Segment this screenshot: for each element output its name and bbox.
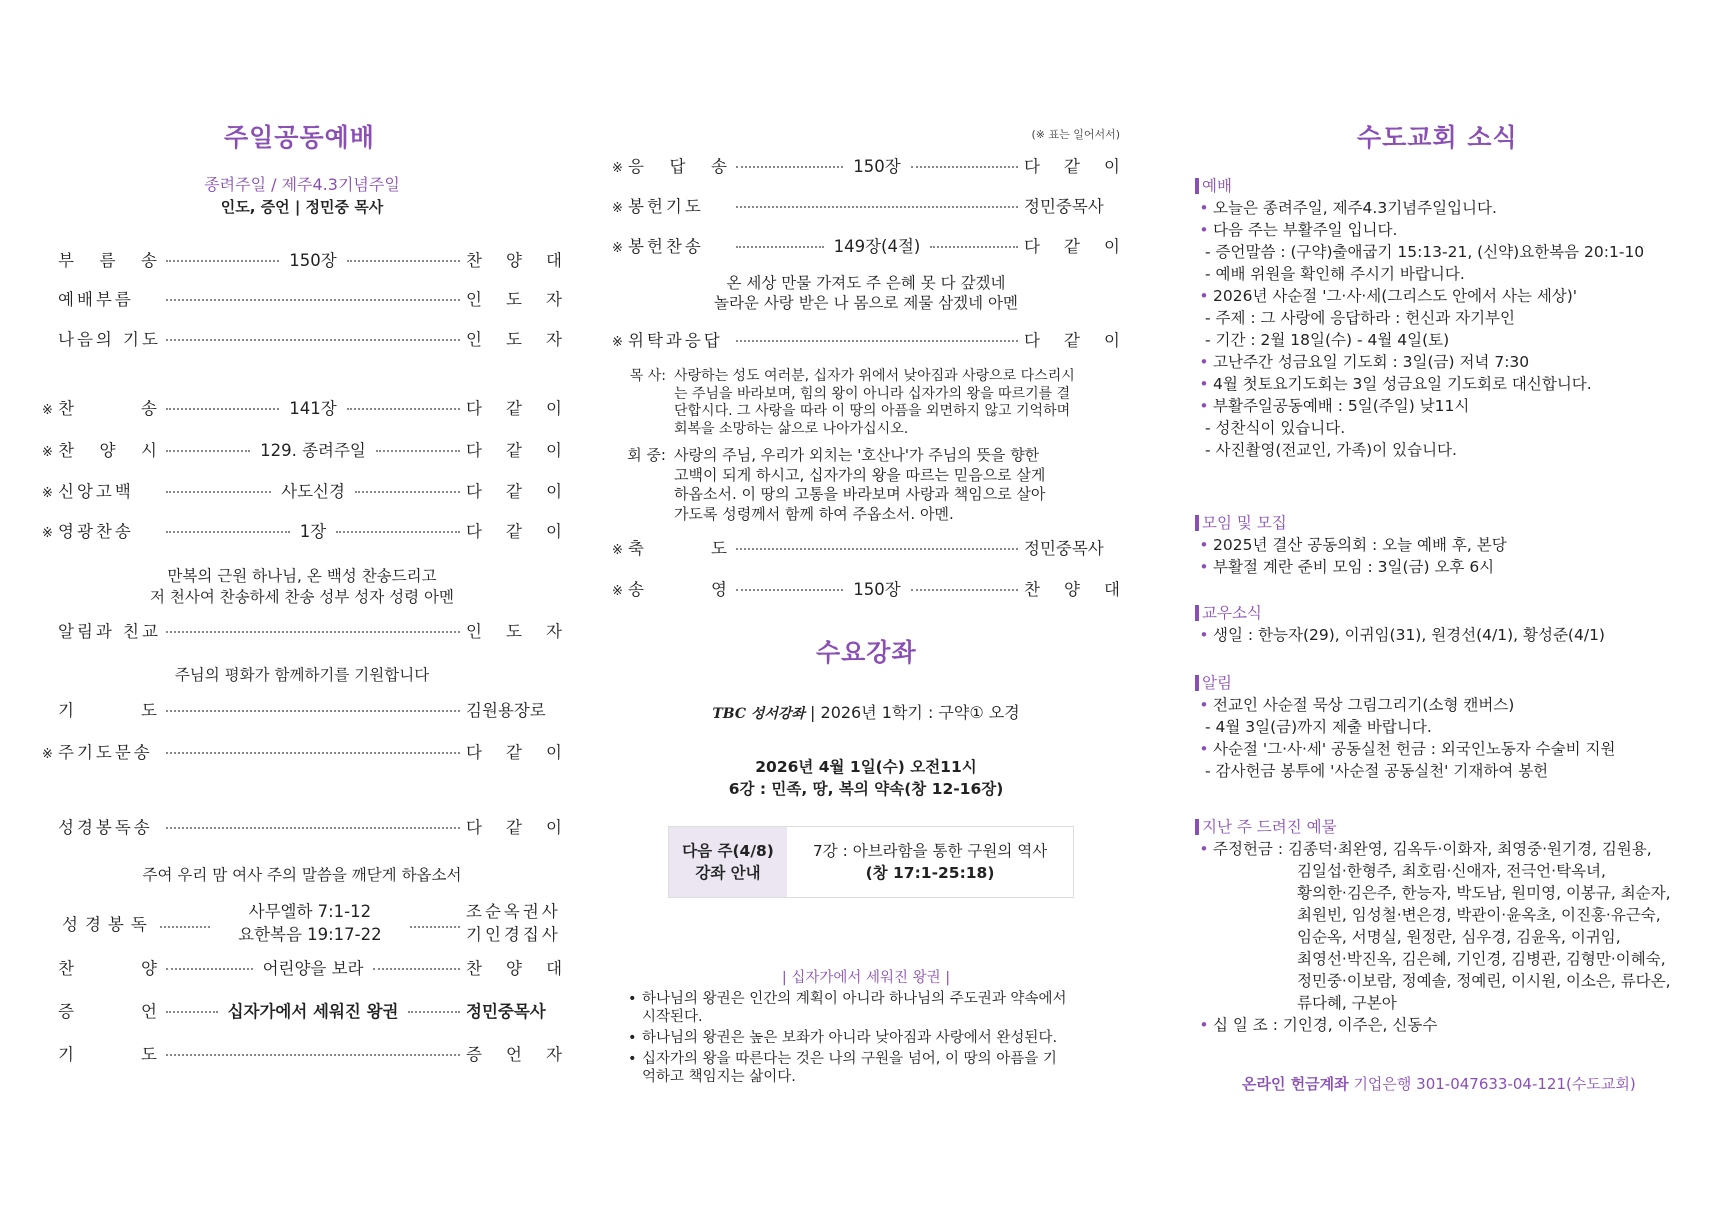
word-line: 주여 우리 맘 여사 주의 말씀을 깨닫게 하옵소서 bbox=[142, 866, 462, 884]
news-item bbox=[1195, 534, 1507, 556]
bullet-icon: • bbox=[1199, 740, 1209, 758]
next-lecture-text-2: (창 17:1-25:18) bbox=[865, 864, 995, 882]
news-item bbox=[1195, 1014, 1671, 1036]
news-item-text: 십 일 조 : 기인경, 이주은, 신동수 bbox=[1213, 1016, 1438, 1034]
bullet-icon: • bbox=[1199, 287, 1209, 305]
news-section-heading bbox=[1195, 816, 1671, 838]
leader-dots bbox=[736, 548, 1018, 550]
donor-line: 최영선·박진옥, 김은혜, 기인경, 김병관, 김형만·이혜숙, bbox=[1297, 950, 1666, 968]
congregation-line: 고백이 되게 하시고, 십자가의 왕을 따르는 믿음으로 살게 bbox=[674, 465, 1046, 484]
pastor-label: 목 사: bbox=[629, 368, 666, 384]
news-section bbox=[1195, 602, 1605, 646]
news-item-text: 생일 : 한능자(29), 이귀임(31), 원경선(4/1), 황성준(4/1) bbox=[1213, 626, 1605, 644]
order-item-person: 다 같 이 bbox=[1024, 157, 1120, 176]
section-bar-icon bbox=[1195, 515, 1199, 531]
order-item-label: 증 언 bbox=[58, 1002, 160, 1021]
news-item-text: 사순절 '그·사·세' 공동실천 헌금 : 외국인노동자 수술비 지원 bbox=[1213, 740, 1616, 758]
peace-line: 주님의 평화가 함께하기를 기원합니다 bbox=[174, 666, 430, 684]
order-item-label: 주기도문송 bbox=[58, 743, 153, 762]
news-item bbox=[1195, 395, 1644, 417]
standing-mark: ※ bbox=[612, 201, 623, 216]
leader-dots bbox=[347, 260, 460, 262]
news-item-text: 2025년 결산 공동의회 : 오늘 예배 후, 본당 bbox=[1213, 536, 1507, 554]
sermon-point-text: 시작된다. bbox=[642, 1009, 703, 1025]
news-section-heading bbox=[1195, 512, 1507, 534]
order-item-person: 다 같 이 bbox=[466, 482, 563, 501]
congregation-line: 하옵소서. 이 땅의 고통을 바라보며 사랑과 책임으로 살아 bbox=[674, 485, 1046, 503]
news-subitem: - 감사헌금 봉투에 '사순절 공동실천' 기재하여 봉헌 bbox=[1205, 762, 1549, 780]
news-subitem: - 주제 : 그 사랑에 응답하라 : 헌신과 자기부인 bbox=[1205, 309, 1515, 327]
order-item-label: 축 도 bbox=[628, 539, 730, 558]
order-item-label: 예배부름 bbox=[58, 290, 134, 309]
news-item-text: 부활절 계란 준비 모임 : 3일(금) 오후 6시 bbox=[1213, 558, 1495, 576]
sermon-point: • 하나님의 왕권은 인간의 계획이 아니라 하나님의 주도권과 약속에서 시작된다. bbox=[628, 991, 1067, 1025]
news-item-text: 2026년 사순절 '그·사·세(그리스도 안에서 사는 세상)' bbox=[1213, 287, 1578, 305]
leader-dots bbox=[911, 589, 1018, 591]
leader-dots bbox=[166, 531, 290, 533]
news-section bbox=[1195, 816, 1671, 1036]
order-item bbox=[42, 1002, 562, 1022]
leader-dots bbox=[166, 968, 253, 970]
account-label: 온라인 헌금계좌 bbox=[1242, 1075, 1349, 1093]
pastor-response bbox=[612, 368, 1120, 438]
news-item-text: 4월 첫토요기도회는 3일 성금요일 기도회로 대신합니다. bbox=[1213, 375, 1592, 393]
news-section-heading bbox=[1195, 672, 1615, 694]
order-item bbox=[42, 290, 562, 310]
news-subitem: - 성찬식이 있습니다. bbox=[1205, 419, 1346, 437]
news-item-text: 주정헌금 : 김종덕·최완영, 김옥두·이화자, 최영중·원기경, 김원용, bbox=[1213, 840, 1652, 858]
news-item bbox=[1195, 556, 1507, 578]
lecture-title: 수요강좌 bbox=[816, 638, 917, 667]
news-title: 수도교회 소식 bbox=[1357, 123, 1518, 152]
sermon-point-text: 하나님의 왕권은 높은 보좌가 아니라 낮아짐과 사랑에서 완성된다. bbox=[642, 1030, 1058, 1046]
order-item-label: 찬 양 bbox=[58, 959, 160, 978]
order-item-detail: 십자가에서 세워진 왕권 bbox=[227, 1002, 399, 1021]
order-item-label: 찬 양 시 bbox=[58, 441, 160, 460]
news-subitem: - 증언말씀 : (구약)출애굽기 15:13-21, (신약)요한복음 20:1-10 bbox=[1205, 243, 1645, 261]
donor-line: 정민중·이보람, 정예솔, 정예린, 이시원, 이소은, 류다온, bbox=[1297, 972, 1671, 990]
order-item-person: 다 같 이 bbox=[1024, 331, 1120, 350]
leader-dots bbox=[373, 968, 460, 970]
leader-dots bbox=[736, 589, 843, 591]
bullet-icon: • bbox=[1199, 558, 1209, 576]
order-item-label: 나음의 기도 bbox=[58, 330, 161, 349]
order-item bbox=[42, 482, 562, 504]
leader-dots bbox=[166, 710, 460, 712]
order-item bbox=[612, 157, 1120, 179]
order-item-person: 증 언 자 bbox=[466, 1045, 562, 1064]
bullet-icon: • bbox=[1199, 397, 1209, 415]
lecture-topic: 6강 : 민족, 땅, 복의 약속(창 12-16장) bbox=[728, 780, 1004, 798]
scripture-text-2: 요한복음 19:17-22 bbox=[238, 925, 382, 944]
news-subitem: - 4월 3일(금)까지 제출 바랍니다. bbox=[1205, 718, 1432, 736]
leader-dots bbox=[166, 1011, 218, 1013]
order-item-label: 기 도 bbox=[58, 1045, 160, 1064]
pastor-line: 는 주님을 바라보며, 힘의 왕이 아니라 십자가의 왕을 따르기를 결 bbox=[674, 385, 1071, 402]
next-lecture-label-1: 다음 주(4/8) bbox=[682, 842, 774, 860]
order-item bbox=[42, 1045, 562, 1065]
news-item bbox=[1195, 624, 1605, 646]
pastor-line: 회복을 소망하는 삶으로 나아가십시오. bbox=[674, 420, 909, 437]
scripture-reading-row bbox=[42, 900, 562, 946]
news-item bbox=[1195, 738, 1615, 760]
bullet-icon: • bbox=[1199, 536, 1209, 554]
donor-line: 류다혜, 구본아 bbox=[1297, 994, 1397, 1012]
news-item bbox=[1195, 838, 1671, 860]
section-bar-icon bbox=[1195, 675, 1199, 691]
leader-dots bbox=[166, 339, 460, 341]
news-item bbox=[1195, 694, 1615, 716]
order-item-person: 다 같 이 bbox=[1024, 237, 1120, 256]
order-item-label: 기 도 bbox=[58, 701, 160, 720]
standing-mark: ※ bbox=[612, 161, 623, 176]
news-section-title: 예배 bbox=[1202, 177, 1232, 195]
news-subitem: - 예배 위원을 확인해 주시기 바랍니다. bbox=[1205, 265, 1465, 283]
online-offering-account bbox=[1242, 1073, 1636, 1094]
standing-mark: ※ bbox=[42, 747, 53, 762]
standing-mark: ※ bbox=[42, 526, 53, 541]
order-item-person: 인 도 자 bbox=[466, 622, 562, 641]
worship-subtitle: 종려주일 / 제주4.3기념주일 bbox=[204, 175, 400, 194]
order-item bbox=[612, 539, 1120, 561]
scripture-reader-1: 조순옥권사 bbox=[466, 902, 561, 921]
leader-dots bbox=[166, 631, 460, 633]
order-item-label: 송 영 bbox=[628, 580, 730, 599]
news-section bbox=[1195, 512, 1507, 578]
order-item-detail: 150장 bbox=[853, 157, 901, 176]
news-item bbox=[1195, 219, 1644, 241]
section-bar-icon bbox=[1195, 819, 1199, 835]
order-item bbox=[42, 330, 562, 350]
sermon-points bbox=[628, 990, 1120, 1086]
order-item bbox=[42, 399, 562, 421]
account-value: 기업은행 301-047633-04-121(수도교회) bbox=[1353, 1075, 1636, 1093]
news-item-text: 고난주간 성금요일 기도회 : 3일(금) 저녁 7:30 bbox=[1213, 353, 1530, 371]
bullet-icon: • bbox=[1199, 199, 1209, 217]
sermon-point: • 하나님의 왕권은 높은 보좌가 아니라 낮아짐과 사랑에서 완성된다. bbox=[628, 1030, 1058, 1046]
order-item-label: 위탁과응답 bbox=[628, 331, 723, 350]
order-item-person: 다 같 이 bbox=[466, 441, 562, 460]
order-item bbox=[42, 701, 562, 721]
order-item-person: 다 같 이 bbox=[466, 399, 562, 418]
leader-dots bbox=[408, 1011, 460, 1013]
order-item-person: 인 도 자 bbox=[466, 290, 562, 309]
news-item bbox=[1195, 351, 1644, 373]
order-item-label: 영광찬송 bbox=[58, 522, 134, 541]
donor-line: 임순옥, 서명실, 원정란, 심우경, 김윤옥, 이귀임, bbox=[1297, 928, 1621, 946]
standing-mark: ※ bbox=[42, 403, 53, 418]
standing-note: (※ 표는 일어서서) bbox=[1031, 128, 1120, 141]
scripture-text-1: 사무엘하 7:1-12 bbox=[248, 902, 372, 921]
glory-line-2: 저 천사여 찬송하세 찬송 성부 성자 성령 아멘 bbox=[149, 588, 454, 606]
order-item-detail: 사도신경 bbox=[281, 482, 345, 501]
news-section-title: 교우소식 bbox=[1202, 604, 1262, 622]
congregation-line: 사랑의 주님, 우리가 외치는 '호산나'가 주님의 뜻을 향한 bbox=[674, 446, 1040, 464]
order-item-person: 인 도 자 bbox=[466, 330, 562, 349]
order-item-person: 정민중목사 bbox=[466, 1002, 546, 1021]
order-item bbox=[42, 251, 562, 271]
leader-dots bbox=[166, 299, 460, 301]
sermon-heading: | 십자가에서 세워진 왕권 | bbox=[781, 970, 951, 986]
order-item-person: 정민중목사 bbox=[1024, 197, 1104, 216]
order-item-detail: 150장 bbox=[289, 251, 337, 270]
order-item-label: 성경봉독송 bbox=[58, 818, 153, 837]
lecture-brand: TBC 성서강좌 bbox=[712, 706, 805, 722]
news-section-title: 모임 및 모집 bbox=[1202, 514, 1287, 532]
lecture-term: | 2026년 1학기 : 구약① 오경 bbox=[810, 703, 1020, 722]
leader-dots bbox=[347, 408, 460, 410]
order-item-label: 신앙고백 bbox=[58, 482, 134, 501]
news-subitem: - 사진촬영(전교인, 가족)이 있습니다. bbox=[1205, 441, 1457, 459]
news-item-text: 오늘은 종려주일, 제주4.3기념주일입니다. bbox=[1213, 199, 1497, 217]
order-item-detail: 129. 종려주일 bbox=[260, 441, 366, 460]
order-item bbox=[42, 441, 562, 463]
donor-line: 황의한·김은주, 한능자, 박도남, 원미영, 이봉규, 최순자, bbox=[1297, 884, 1671, 902]
standing-mark: ※ bbox=[42, 445, 53, 460]
order-item-label: 봉헌기도 bbox=[628, 197, 704, 216]
bullet-icon: • bbox=[1199, 696, 1209, 714]
order-item bbox=[42, 743, 562, 765]
news-item-text: 다음 주는 부활주일 입니다. bbox=[1213, 221, 1398, 239]
worship-title: 주일공동예배 bbox=[224, 123, 375, 152]
order-item-person: 다 같 이 bbox=[466, 818, 562, 837]
pastor-line: 단합시다. 그 사랑을 따라 이 땅의 아픔을 외면하지 않고 기억하며 bbox=[674, 403, 1071, 419]
standing-mark: ※ bbox=[612, 241, 623, 256]
standing-mark: ※ bbox=[42, 486, 53, 501]
next-lecture-label-2: 강좌 안내 bbox=[695, 864, 761, 882]
leader-dots bbox=[911, 166, 1018, 168]
sermon-point-text: 억하고 책임지는 삶이다. bbox=[642, 1069, 796, 1085]
bullet-icon: • bbox=[1199, 221, 1209, 239]
bullet-icon: • bbox=[1199, 375, 1209, 393]
order-item bbox=[612, 237, 1120, 259]
order-item-person: 찬 양 대 bbox=[1024, 580, 1120, 599]
order-item-person: 다 같 이 bbox=[466, 522, 562, 541]
bullet-icon: • bbox=[1199, 840, 1209, 858]
order-item-label: 찬 송 bbox=[58, 399, 160, 418]
news-section bbox=[1195, 672, 1615, 782]
sermon-point-text: 십자가의 왕을 따른다는 것은 나의 구원을 넘어, 이 땅의 아픔을 기 bbox=[642, 1051, 1057, 1067]
order-item-label: 알림과 친교 bbox=[58, 622, 161, 641]
order-item bbox=[42, 522, 562, 544]
lecture-date: 2026년 4월 1일(수) 오전11시 bbox=[755, 758, 977, 776]
congregation-line: 가도록 성령께서 함께 하여 주옵소서. 아멘. bbox=[674, 504, 954, 523]
bullet-icon: • bbox=[1199, 353, 1209, 371]
donor-line: 김일섭·한형주, 최호림·신애자, 전극언·탁옥녀, bbox=[1297, 862, 1606, 880]
glory-line-1: 만복의 근원 하나님, 온 백성 찬송드리고 bbox=[167, 567, 437, 585]
order-item-person: 찬 양 대 bbox=[466, 959, 563, 978]
order-item-person: 김원용장로 bbox=[466, 701, 546, 720]
section-bar-icon bbox=[1195, 178, 1199, 194]
leader-dots bbox=[166, 260, 279, 262]
news-section-title: 알림 bbox=[1202, 674, 1232, 692]
leader-dots bbox=[736, 206, 1018, 208]
order-item bbox=[42, 959, 562, 979]
news-item-text: 전교인 사순절 묵상 그림그리기(소형 캔버스) bbox=[1213, 696, 1515, 714]
order-item-label: 봉헌찬송 bbox=[628, 237, 704, 256]
scripture-reading-label: 성경봉독 bbox=[62, 915, 154, 934]
leader-dots bbox=[166, 408, 279, 410]
leader-dots bbox=[736, 166, 843, 168]
order-item-detail: 150장 bbox=[853, 580, 901, 599]
bullet-icon: • bbox=[1199, 1016, 1209, 1034]
sermon-point: • 십자가의 왕을 따른다는 것은 나의 구원을 넘어, 이 땅의 아픔을 기 억하고 책임지는 삶이다. bbox=[628, 1051, 1057, 1085]
leader-dots bbox=[166, 827, 460, 829]
sermon-point-text: 하나님의 왕권은 인간의 계획이 아니라 하나님의 주도권과 약속에서 bbox=[642, 991, 1067, 1007]
leader-dots bbox=[376, 450, 460, 452]
order-item bbox=[612, 580, 1120, 602]
order-item bbox=[612, 197, 1120, 219]
order-item-person: 다 같 이 bbox=[466, 743, 562, 762]
lecture-series bbox=[612, 703, 1120, 724]
leader-dots bbox=[336, 531, 460, 533]
leader-dots bbox=[930, 246, 1018, 248]
news-item bbox=[1195, 285, 1644, 307]
next-lecture-text-1: 7강 : 아브라함을 통한 구원의 역사 bbox=[812, 842, 1048, 860]
leader-dots bbox=[736, 246, 824, 248]
leader-dots bbox=[166, 1054, 460, 1056]
order-item-detail: 1장 bbox=[299, 522, 327, 541]
next-lecture-box bbox=[668, 826, 1074, 898]
pastor-line: 사랑하는 성도 여러분, 십자가 위에서 낮아짐과 사랑으로 다스리시 bbox=[674, 368, 1075, 384]
news-section-title: 지난 주 드려진 예물 bbox=[1202, 818, 1337, 836]
congregation-response bbox=[612, 446, 1120, 524]
leader-dots bbox=[166, 752, 460, 754]
order-item-detail: 어린양을 보라 bbox=[262, 959, 364, 978]
section-bar-icon bbox=[1195, 605, 1199, 621]
news-section bbox=[1195, 175, 1644, 461]
news-item-text: 부활주일공동예배 : 5일(주일) 낮11시 bbox=[1213, 397, 1470, 415]
order-item-person: 정민중목사 bbox=[1024, 539, 1104, 558]
leader-dots bbox=[355, 491, 460, 493]
order-item-detail: 141장 bbox=[289, 399, 337, 418]
donor-line: 최원빈, 임성철·변은경, 박관이·윤옥초, 이진홍·유근숙, bbox=[1297, 906, 1661, 924]
offering-line-2: 놀라운 사랑 받은 나 몸으로 제물 삼겠네 아멘 bbox=[713, 294, 1018, 312]
news-section-heading bbox=[1195, 175, 1644, 197]
order-item bbox=[612, 331, 1120, 353]
standing-mark: ※ bbox=[612, 335, 623, 350]
order-item-detail: 149장(4절) bbox=[833, 237, 921, 256]
standing-mark: ※ bbox=[612, 543, 623, 558]
standing-mark: ※ bbox=[612, 584, 623, 599]
news-item bbox=[1195, 197, 1644, 219]
bullet-icon: • bbox=[1199, 626, 1209, 644]
order-item bbox=[42, 622, 562, 642]
order-item-label: 부 름 송 bbox=[58, 251, 160, 270]
worship-leaders: 인도, 증언 | 정민중 목사 bbox=[220, 198, 384, 216]
scripture-reader-2: 기인경집사 bbox=[466, 925, 561, 944]
news-item bbox=[1195, 373, 1644, 395]
order-item bbox=[42, 818, 562, 838]
leader-dots bbox=[166, 491, 271, 493]
news-section-heading bbox=[1195, 602, 1605, 624]
congregation-label: 회 중: bbox=[627, 446, 666, 464]
leader-dots bbox=[166, 450, 250, 452]
news-subitem: - 기간 : 2월 18일(수) - 4월 4일(토) bbox=[1205, 331, 1450, 349]
order-item-label: 응 답 송 bbox=[628, 157, 730, 176]
leader-dots bbox=[736, 340, 1018, 342]
order-item-person: 찬 양 대 bbox=[466, 251, 562, 270]
offering-line-1: 온 세상 만물 가져도 주 은혜 못 다 갚겠네 bbox=[726, 274, 1006, 292]
